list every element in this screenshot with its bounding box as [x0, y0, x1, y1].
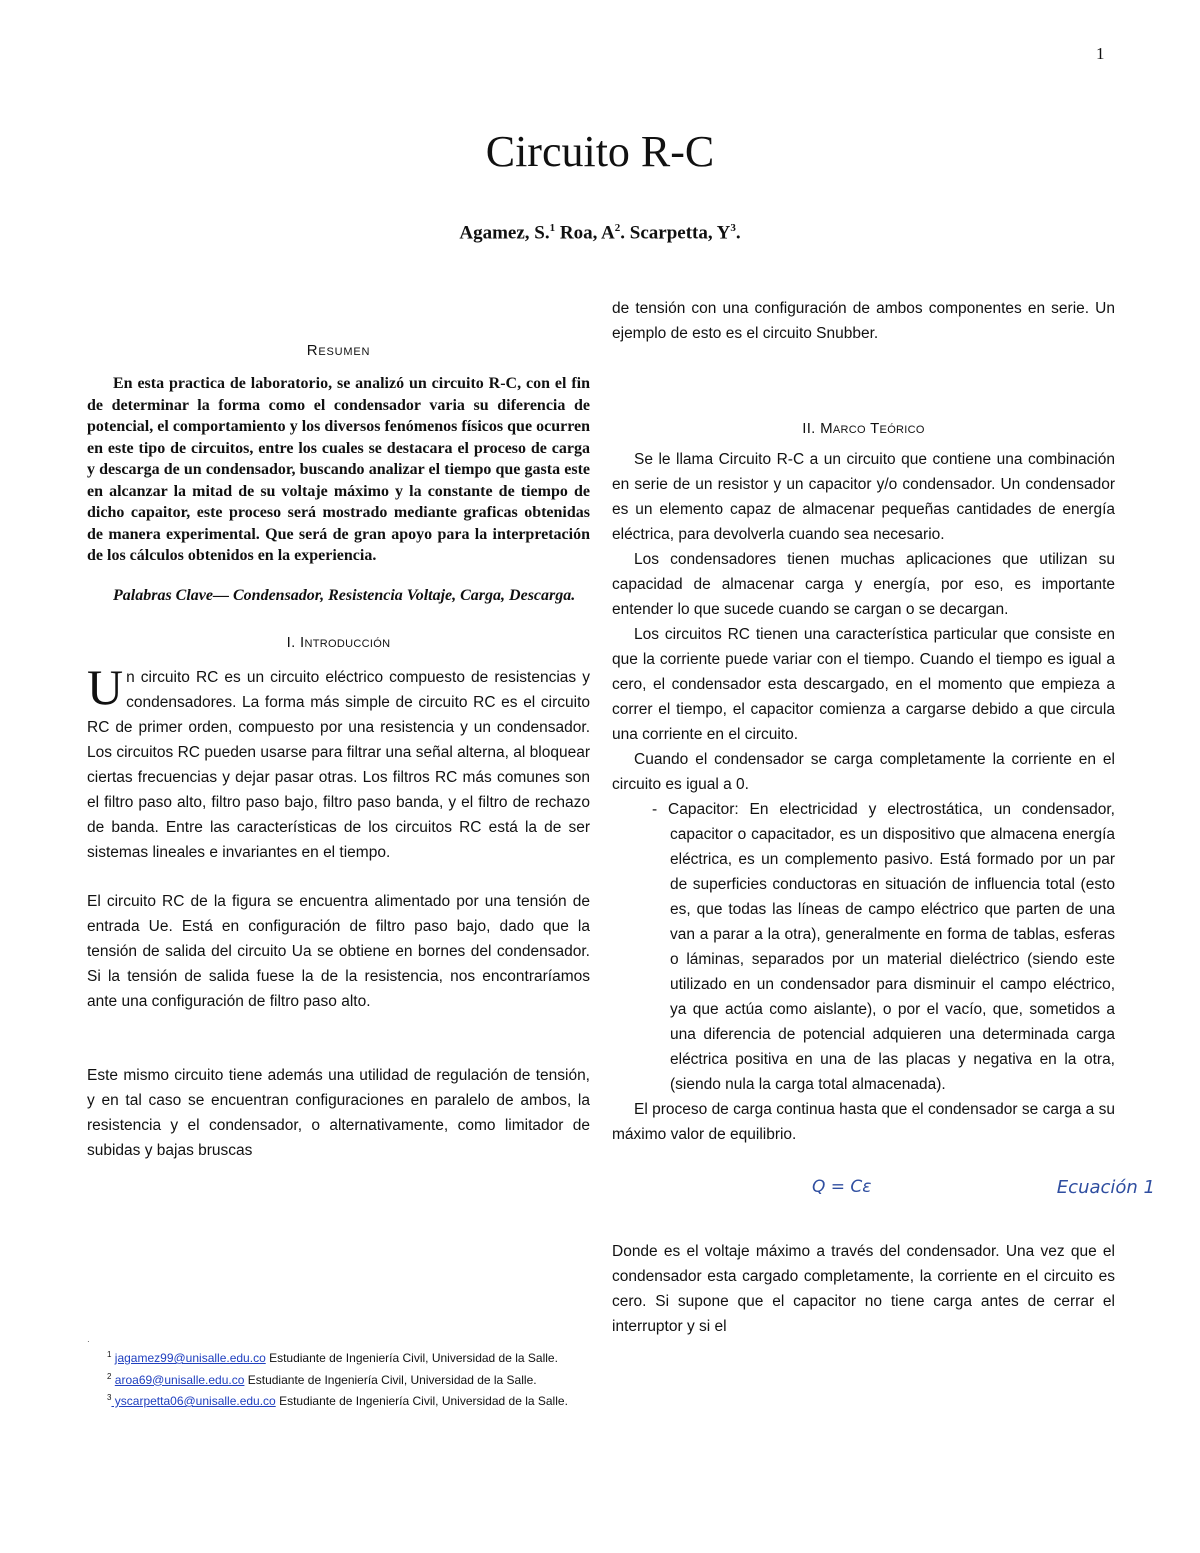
footnote: [87, 1368, 590, 1390]
footnote: [87, 1389, 590, 1411]
author-separator: .: [735, 222, 741, 244]
theory-paragraph: Se le llama Circuito R-C a un circuito que contiene una combinación en serie de un resistor y un capacitor y/o condensador. Un condensador es un elemento capaz de almacenar pequeñas cantidades de energía eléctrica, para devolverla cuando sea necesario.: [612, 451, 1115, 543]
introduction-heading: I. Introducción: [286, 634, 391, 651]
equation-formula: Q = Cε: [812, 1177, 872, 1197]
paper-title: Circuito R-C: [485, 127, 715, 176]
theory-heading: II. Marco Teórico: [802, 420, 925, 437]
left-column: [87, 296, 590, 1163]
footnote-number: 3: [107, 1393, 112, 1402]
theory-paragraph: Los circuitos RC tienen una característica particular que consiste en que la corriente puede variar con el tiempo. Cuando el tiempo es igual a cero, el condensador esta descargado, en el momento que empieza a correr el tiempo, el capacitor comienza a cargarse debido a que circula una corriente en el circuito.: [612, 626, 1115, 743]
capacitor-bullet-text: - Capacitor: En electricidad y electrostática, un condensador, capacitor o capacitador, es un dispositivo que almacena energía eléctrica, es un complemento pasivo. Está formado por un par de superficies conductoras en situación de influencia total (esto es, que todas las líneas de campo eléctrico que parten de una van a parar a la otra), generalmente en forma de tablas, esferas o láminas, separados por un material dieléctrico (siendo este utilizado en un condensador para disminuir el campo eléctrico, ya que actúa como aislante), o por el vacío, que, sometidos a una diferencia de potencial adquieren una determinada carga eléctrica positiva en una de las placas y negativa en la otra, (siendo nula la carga total almacenada).: [652, 801, 1115, 1093]
footnote-number: 2: [107, 1371, 112, 1381]
author-list: [0, 222, 1200, 244]
equation-1: [612, 1171, 1155, 1211]
author-affiliation-marker: 3: [730, 222, 736, 234]
theory-paragraph: El proceso de carga continua hasta que el condensador se carga a su máximo valor de equilibrio.: [612, 1101, 1115, 1143]
footnote-text: Estudiante de Ingeniería Civil, Universidad de la Salle.: [275, 1394, 568, 1408]
footnote-email-link[interactable]: aroa69@unisalle.edu.co: [114, 1372, 245, 1387]
footnote-number: 1: [107, 1350, 112, 1359]
author-affiliation-marker: 2: [614, 222, 621, 234]
keywords: Palabras Clave— Condensador, Resistencia Voltaje, Carga, Descarga.: [113, 586, 576, 604]
footnote-email-link[interactable]: jagamez99@unisalle.edu.co: [114, 1351, 266, 1365]
abstract-heading: Resumen: [306, 342, 371, 359]
capacitor-bullet: [612, 797, 1115, 1097]
drop-cap: U: [87, 659, 124, 715]
footnotes: [87, 1338, 590, 1411]
equation-label: Ecuación 1: [1056, 1177, 1155, 1198]
introduction-paragraph: Este mismo circuito tiene además una utilidad de regulación de tensión, y en tal caso se encuentran configuraciones en paralelo de ambos, la resistencia y el condensador, o alternativamente, como limitador de subidas y bajas bruscas: [87, 1067, 590, 1159]
introduction-paragraph-text: n circuito RC es un circuito eléctrico compuesto de resistencias y condensadores. La forma más simple de circuito RC es el circuito RC de primer orden, compuesto por una resistencia y un condensador. Los circuitos RC pueden usarse para filtrar una señal alterna, al bloquear ciertas frecuencias y dejar pasar otras. Los filtros RC más comunes son el filtro paso alto, filtro paso bajo, filtro paso banda, y el filtro de rechazo de banda. Entre las características de los circuitos RC está la de ser sistemas lineales e invariantes en el tiempo.: [87, 669, 590, 861]
abstract-text: En esta practica de laboratorio, se analizó un circuito R-C, con el fin de determinar la forma como el condensador varia su diferencia de potencial, el comportamiento y los diversos fenómenos físicos que ocurren en este tipo de circuitos, entre los cuales se destacara el proceso de carga y descarga de un condensador, buscando analizar el tiempo que gasta este en alcanzar la mitad de su voltaje máximo y la constante de tiempo de dicho capaitor, este proceso será mostrado mediante graficas obtenidas de manera experimental. Que será de gran apoyo para la interpretación de los cálculos obtenidos en la experiencia.: [87, 375, 590, 564]
footnote-text: Estudiante de Ingeniería Civil, Universidad de la Salle.: [265, 1351, 558, 1365]
continuation-paragraph: de tensión con una configuración de ambos componentes en serie. Un ejemplo de esto es el circuito Snubber.: [612, 300, 1115, 342]
author-name: Scarpetta, Y: [629, 222, 731, 244]
theory-paragraph: Donde es el voltaje máximo a través del condensador. Una vez que el condensador esta cargado completamente, la corriente en el circuito es cero. Si supone que el capacitor no tiene carga antes de cerrar el interruptor y si el: [612, 1243, 1115, 1335]
author-name: Agamez, S.: [459, 222, 550, 244]
footnote: [87, 1346, 590, 1368]
footnote-separator: ·: [87, 1337, 90, 1346]
author-separator: .: [620, 222, 630, 244]
introduction-paragraph: [87, 659, 590, 865]
page-number: 1: [1096, 44, 1105, 63]
introduction-paragraph: El circuito RC de la figura se encuentra alimentado por una tensión de entrada Ue. Está en configuración de filtro paso bajo, dado que la tensión de salida del circuito Ua se obtiene en bornes del condensador. Si la tensión de salida fuese la de la resistencia, nos encontraríamos ante una configuración de filtro paso alto.: [87, 893, 590, 1010]
author-name: Roa, A: [559, 222, 615, 244]
footnote-email-link[interactable]: yscarpetta06@unisalle.edu.co: [111, 1394, 276, 1408]
theory-paragraph: Cuando el condensador se carga completamente la corriente en el circuito es igual a 0.: [612, 751, 1115, 793]
right-column: [612, 296, 1155, 1339]
author-affiliation-marker: 1: [549, 222, 556, 234]
theory-paragraph: Los condensadores tienen muchas aplicaciones que utilizan su capacidad de almacenar carga y energía, por eso, es importante entender lo que sucede cuando se cargan o se decargan.: [612, 551, 1115, 618]
footnote-text: Estudiante de Ingeniería Civil, Universidad de la Salle.: [244, 1372, 537, 1387]
